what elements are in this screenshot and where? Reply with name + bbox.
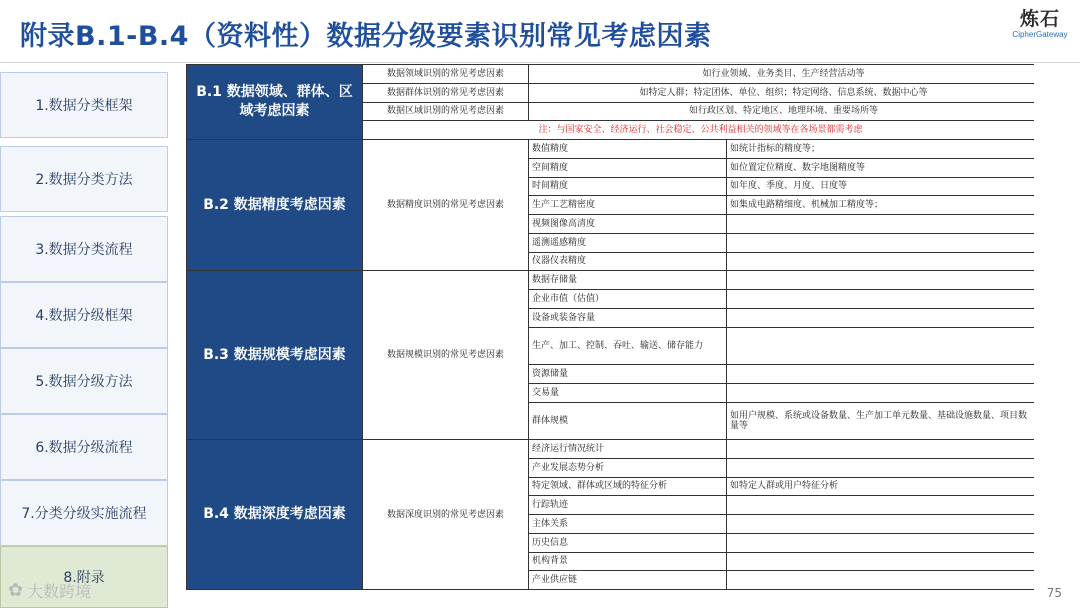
b2-factor: 遥测遥感精度 (529, 234, 726, 252)
b3-example (727, 271, 1038, 289)
brand-logo (1010, 8, 1070, 39)
b4-factor: 特定领域、群体或区域的特征分析 (529, 478, 726, 496)
watermark (8, 579, 91, 602)
sidebar-item-classification-framework[interactable]: 1.数据分类框架 (0, 72, 168, 138)
b4-factor: 历史信息 (529, 534, 726, 552)
factor-table (186, 64, 1034, 590)
b2-example: 如位置定位精度、数字地图精度等 (727, 159, 1038, 177)
section-title-b3: B.3 数据规模考虑因素 (187, 271, 362, 439)
b3-factor: 生产、加工、控制、吞吐、输送、储存能力 (529, 328, 726, 365)
b4-factor: 行踪轨迹 (529, 496, 726, 514)
b1-row-value: 如特定人群；特定团体、单位、组织；特定网络、信息系统、数据中心等 (529, 84, 1038, 102)
logo-subtitle: CipherGateway (1012, 30, 1068, 39)
section-title-b1: B.1 数据领域、群体、区域考虑因素 (187, 65, 362, 139)
b2-factor: 视频图像高清度 (529, 215, 726, 233)
b3-factor: 数据存储量 (529, 271, 726, 289)
sidebar-item-classification-method[interactable]: 2.数据分类方法 (0, 146, 168, 212)
b2-example (727, 234, 1038, 252)
b1-row-label: 数据群体识别的常见考虑因素 (363, 84, 528, 102)
b2-factor: 时间精度 (529, 178, 726, 196)
b4-factor: 机构背景 (529, 553, 726, 571)
b3-factor: 群体规模 (529, 403, 726, 440)
sidebar-item-implementation-process[interactable]: 7.分类分级实施流程 (0, 480, 168, 546)
watermark-icon: ✿ (8, 580, 24, 601)
section-title-b4: B.4 数据深度考虑因素 (187, 440, 362, 589)
b2-example: 如年度、季度、月度、日度等 (727, 178, 1038, 196)
b4-example (727, 515, 1038, 533)
sidebar-item-classification-process[interactable]: 3.数据分类流程 (0, 216, 168, 282)
b3-example (727, 384, 1038, 402)
b3-factor: 设备或装备容量 (529, 309, 726, 327)
title-divider (0, 62, 1080, 63)
b4-factor: 经济运行情况统计 (529, 440, 726, 458)
b4-factor: 主体关系 (529, 515, 726, 533)
b4-example (727, 496, 1038, 514)
b4-example (727, 440, 1038, 458)
logo-mark: 炼石 (1019, 8, 1060, 30)
sidebar-item-appendix[interactable]: 8.附录 (0, 546, 168, 608)
b2-example (727, 253, 1038, 271)
b4-example (727, 571, 1038, 589)
b2-factor: 仪器仪表精度 (529, 253, 726, 271)
b2-example: 如统计指标的精度等； (727, 140, 1038, 158)
b4-example: 如特定人群或用户特征分析 (727, 478, 1038, 496)
b4-factor: 产业供应链 (529, 571, 726, 589)
b4-example (727, 459, 1038, 477)
sidebar-nav (0, 72, 170, 608)
page-number: 75 (1046, 586, 1062, 600)
b3-example (727, 365, 1038, 383)
b1-row-value: 如行政区划、特定地区、地理环境、重要场所等 (529, 103, 1038, 121)
b1-row-label: 数据领域识别的常见考虑因素 (363, 65, 528, 83)
b2-label: 数据精度识别的常见考虑因素 (363, 140, 528, 270)
b1-row-value: 如行业领域、业务类目、生产经营活动等 (529, 65, 1038, 83)
b3-example: 如用户规模、系统或设备数量、生产加工单元数量、基础设施数量、项目数量等 (727, 403, 1038, 440)
b1-note: 注：与国家安全、经济运行、社会稳定、公共利益相关的领域等在各场景都需考虑 (363, 121, 1038, 139)
sidebar-item-grading-framework[interactable]: 4.数据分级框架 (0, 282, 168, 348)
b3-label: 数据规模识别的常见考虑因素 (363, 271, 528, 439)
b3-factor: 企业市值（估值） (529, 290, 726, 308)
b1-row-label: 数据区域识别的常见考虑因素 (363, 103, 528, 121)
b3-example (727, 290, 1038, 308)
b4-factor: 产业发展态势分析 (529, 459, 726, 477)
b3-factor: 交易量 (529, 384, 726, 402)
b2-factor: 生产工艺精密度 (529, 196, 726, 214)
page-title: 附录B.1-B.4（资料性）数据分级要素识别常见考虑因素 (20, 21, 712, 52)
b3-factor: 资源储量 (529, 365, 726, 383)
sidebar-item-grading-process[interactable]: 6.数据分级流程 (0, 414, 168, 480)
b4-example (727, 534, 1038, 552)
b4-example (727, 553, 1038, 571)
sidebar-item-grading-method[interactable]: 5.数据分级方法 (0, 348, 168, 414)
b3-example (727, 309, 1038, 327)
b2-example (727, 215, 1038, 233)
b2-factor: 空间精度 (529, 159, 726, 177)
section-title-b2: B.2 数据精度考虑因素 (187, 140, 362, 270)
b3-example (727, 328, 1038, 365)
b4-label: 数据深度识别的常见考虑因素 (363, 440, 528, 589)
watermark-text: 大数跨境 (27, 582, 92, 601)
b2-example: 如集成电路精细度、机械加工精度等； (727, 196, 1038, 214)
b2-factor: 数值精度 (529, 140, 726, 158)
